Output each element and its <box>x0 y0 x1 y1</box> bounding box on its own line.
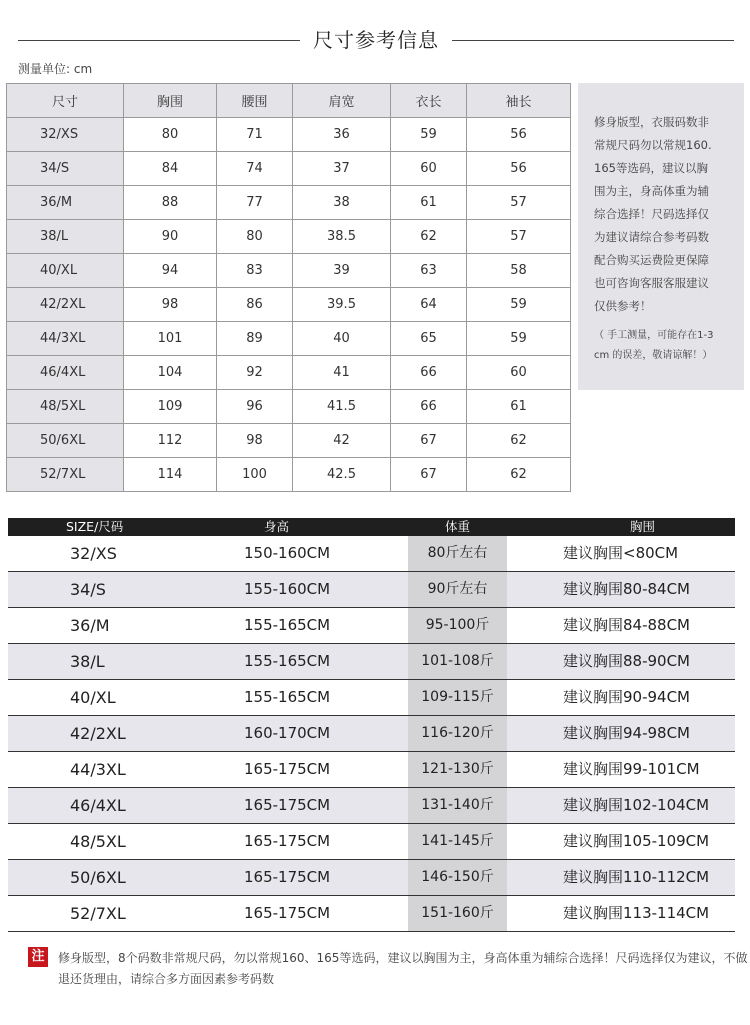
table-row <box>7 220 571 254</box>
size-label-cell: 50/6XL <box>7 424 124 458</box>
table-row <box>8 716 735 752</box>
measurement-cell: 39 <box>293 254 391 288</box>
page-title: 尺寸参考信息 <box>313 28 439 52</box>
size-cell: 46/4XL <box>70 796 126 815</box>
note-line: 165等选码，建议以胸 <box>594 161 708 175</box>
measurement-cell: 62 <box>467 458 571 492</box>
chest-cell: 建议胸围110-112CM <box>563 868 710 886</box>
chest-cell: 建议胸围84-88CM <box>563 616 691 634</box>
chest-cell: 建议胸围94-98CM <box>563 724 691 742</box>
measurement-cell: 77 <box>217 186 293 220</box>
height-cell: 165-175CM <box>244 832 331 850</box>
column-header: 袖长 <box>467 84 571 118</box>
measurement-cell: 67 <box>391 458 467 492</box>
table-row <box>8 608 735 644</box>
size-label-cell: 46/4XL <box>7 356 124 390</box>
measurement-cell: 61 <box>391 186 467 220</box>
measurement-cell: 94 <box>124 254 217 288</box>
measurement-cell: 38 <box>293 186 391 220</box>
measurement-cell: 112 <box>124 424 217 458</box>
chest-cell: 建议胸围90-94CM <box>563 688 691 706</box>
size-cell: 32/XS <box>70 544 117 563</box>
size-cell: 42/2XL <box>70 724 126 743</box>
measurement-cell: 109 <box>124 390 217 424</box>
size-cell: 36/M <box>70 616 110 635</box>
size-label-cell: 52/7XL <box>7 458 124 492</box>
table-row <box>8 860 735 896</box>
height-cell: 165-175CM <box>244 904 331 922</box>
header-divider-left <box>18 40 300 41</box>
note-line: 配合购买运费险更保障 <box>594 253 709 267</box>
size-label-cell: 48/5XL <box>7 390 124 424</box>
table-row <box>8 788 735 824</box>
table-row <box>7 186 571 220</box>
column-header: 尺寸 <box>7 84 124 118</box>
weight-cell: 141-145斤 <box>408 824 507 859</box>
size-label-cell: 42/2XL <box>7 288 124 322</box>
measurement-cell: 100 <box>217 458 293 492</box>
measurement-cell: 80 <box>124 118 217 152</box>
measurement-cell: 59 <box>467 322 571 356</box>
measurement-cell: 57 <box>467 220 571 254</box>
table-row <box>8 572 735 608</box>
column-header: 腰围 <box>217 84 293 118</box>
measurement-cell: 104 <box>124 356 217 390</box>
size-cell: 44/3XL <box>70 760 126 779</box>
measurement-cell: 101 <box>124 322 217 356</box>
measurement-cell: 88 <box>124 186 217 220</box>
table-row <box>7 356 571 390</box>
measurement-cell: 39.5 <box>293 288 391 322</box>
measurement-cell: 114 <box>124 458 217 492</box>
note-line: 围为主，身高体重为辅 <box>594 184 709 198</box>
table-row <box>8 896 735 932</box>
size-cell: 34/S <box>70 580 106 599</box>
measurement-cell: 56 <box>467 118 571 152</box>
measurement-cell: 92 <box>217 356 293 390</box>
measurement-unit: 测量单位: cm <box>18 62 93 76</box>
weight-cell: 131-140斤 <box>408 788 507 823</box>
chest-cell: 建议胸围105-109CM <box>563 832 710 850</box>
height-cell: 150-160CM <box>244 544 331 562</box>
measurement-cell: 98 <box>124 288 217 322</box>
measurement-cell: 86 <box>217 288 293 322</box>
size-cell: 38/L <box>70 652 105 671</box>
height-cell: 165-175CM <box>244 760 331 778</box>
size-cell: 50/6XL <box>70 868 126 887</box>
column-header: 胸围 <box>630 519 656 534</box>
table-row <box>7 118 571 152</box>
note-line: 为建议请综合参考码数 <box>594 230 709 244</box>
height-cell: 155-165CM <box>244 616 331 634</box>
size-label-cell: 40/XL <box>7 254 124 288</box>
measurement-cell: 37 <box>293 152 391 186</box>
height-cell: 155-160CM <box>244 580 331 598</box>
measurement-cell: 36 <box>293 118 391 152</box>
measurement-cell: 60 <box>467 356 571 390</box>
note-line: 常规尺码勿以常规160. <box>594 138 712 152</box>
header-divider-right <box>452 40 734 41</box>
column-header: SIZE/尺码 <box>66 519 124 534</box>
measurement-cell: 90 <box>124 220 217 254</box>
size-cell: 40/XL <box>70 688 116 707</box>
measurement-cell: 83 <box>217 254 293 288</box>
column-header: 肩宽 <box>293 84 391 118</box>
measurement-cell: 59 <box>467 288 571 322</box>
table-row <box>8 644 735 680</box>
size-label-cell: 36/M <box>7 186 124 220</box>
measurement-cell: 98 <box>217 424 293 458</box>
table-row <box>7 458 571 492</box>
measurement-cell: 65 <box>391 322 467 356</box>
table-row <box>8 680 735 716</box>
measurement-cell: 41 <box>293 356 391 390</box>
table-row <box>8 752 735 788</box>
note-line: 仅供参考！ <box>594 299 652 313</box>
measurement-cell: 60 <box>391 152 467 186</box>
measurement-cell: 62 <box>391 220 467 254</box>
measurement-cell: 61 <box>467 390 571 424</box>
height-cell: 155-165CM <box>244 652 331 670</box>
measurement-cell: 64 <box>391 288 467 322</box>
measurement-cell: 74 <box>217 152 293 186</box>
table-row <box>7 254 571 288</box>
weight-cell: 101-108斤 <box>408 644 507 679</box>
measurement-cell: 42 <box>293 424 391 458</box>
size-recommendation-table <box>8 518 735 932</box>
table-header-row <box>7 84 571 118</box>
height-cell: 160-170CM <box>244 724 331 742</box>
size-cell: 52/7XL <box>70 904 126 923</box>
measurement-cell: 96 <box>217 390 293 424</box>
table-row <box>7 424 571 458</box>
weight-cell: 80斤左右 <box>408 536 507 571</box>
measurement-cell: 67 <box>391 424 467 458</box>
measurement-cell: 80 <box>217 220 293 254</box>
height-cell: 165-175CM <box>244 868 331 886</box>
weight-cell: 151-160斤 <box>408 896 507 931</box>
table-row <box>7 390 571 424</box>
weight-cell: 121-130斤 <box>408 752 507 787</box>
table-header-row <box>8 518 735 536</box>
measurement-cell: 62 <box>467 424 571 458</box>
column-header: 体重 <box>444 519 470 534</box>
height-cell: 155-165CM <box>244 688 331 706</box>
size-label-cell: 38/L <box>7 220 124 254</box>
weight-cell: 95-100斤 <box>408 608 507 643</box>
measurement-cell: 40 <box>293 322 391 356</box>
measurement-cell: 71 <box>217 118 293 152</box>
chest-cell: 建议胸围102-104CM <box>563 796 710 814</box>
size-label-cell: 34/S <box>7 152 124 186</box>
chest-cell: 建议胸围88-90CM <box>563 652 691 670</box>
measurement-cell: 66 <box>391 356 467 390</box>
measurement-cell: 42.5 <box>293 458 391 492</box>
table-row <box>7 152 571 186</box>
table-row <box>7 288 571 322</box>
weight-cell: 146-150斤 <box>408 860 507 895</box>
measurement-cell: 38.5 <box>293 220 391 254</box>
note-badge: 注 <box>28 947 48 967</box>
section-header <box>0 22 750 58</box>
column-header: 衣长 <box>391 84 467 118</box>
chest-cell: 建议胸围113-114CM <box>563 904 710 922</box>
measurement-cell: 84 <box>124 152 217 186</box>
weight-cell: 109-115斤 <box>408 680 507 715</box>
table-row <box>7 322 571 356</box>
measurement-cell: 63 <box>391 254 467 288</box>
table-row <box>8 536 735 572</box>
column-header: 身高 <box>264 519 290 534</box>
measurement-cell: 58 <box>467 254 571 288</box>
chest-cell: 建议胸围<80CM <box>563 544 679 562</box>
size-measurement-table <box>6 83 571 492</box>
note-line: 修身版型，衣服码数非 <box>594 115 709 129</box>
measurement-cell: 57 <box>467 186 571 220</box>
measurement-cell: 41.5 <box>293 390 391 424</box>
table-row <box>8 824 735 860</box>
height-cell: 165-175CM <box>244 796 331 814</box>
note-line: 综合选择！尺码选择仅 <box>594 207 709 221</box>
fit-advice-note <box>578 83 744 390</box>
measurement-cell: 89 <box>217 322 293 356</box>
measurement-cell: 56 <box>467 152 571 186</box>
measurement-cell: 59 <box>391 118 467 152</box>
size-label-cell: 32/XS <box>7 118 124 152</box>
note-disclaimer-line: （ 手工测量，可能存在1-3 <box>594 330 714 341</box>
chest-cell: 建议胸围80-84CM <box>563 580 691 598</box>
size-cell: 48/5XL <box>70 832 126 851</box>
weight-cell: 90斤左右 <box>408 572 507 607</box>
chest-cell: 建议胸围99-101CM <box>563 760 700 778</box>
column-header: 胸围 <box>124 84 217 118</box>
size-label-cell: 44/3XL <box>7 322 124 356</box>
note-disclaimer-line: cm 的误差，敬请谅解！） <box>594 350 713 361</box>
note-line: 也可咨询客服客服建议 <box>594 276 709 290</box>
measurement-cell: 66 <box>391 390 467 424</box>
weight-cell: 116-120斤 <box>408 716 507 751</box>
footer-note-text: 修身版型，8个码数非常规尺码，勿以常规160、165等选码，建议以胸围为主，身高体重为辅综合选择！尺码选择仅为建议，不做退还货理由，请综合多方面因素参考码数 <box>58 951 748 986</box>
